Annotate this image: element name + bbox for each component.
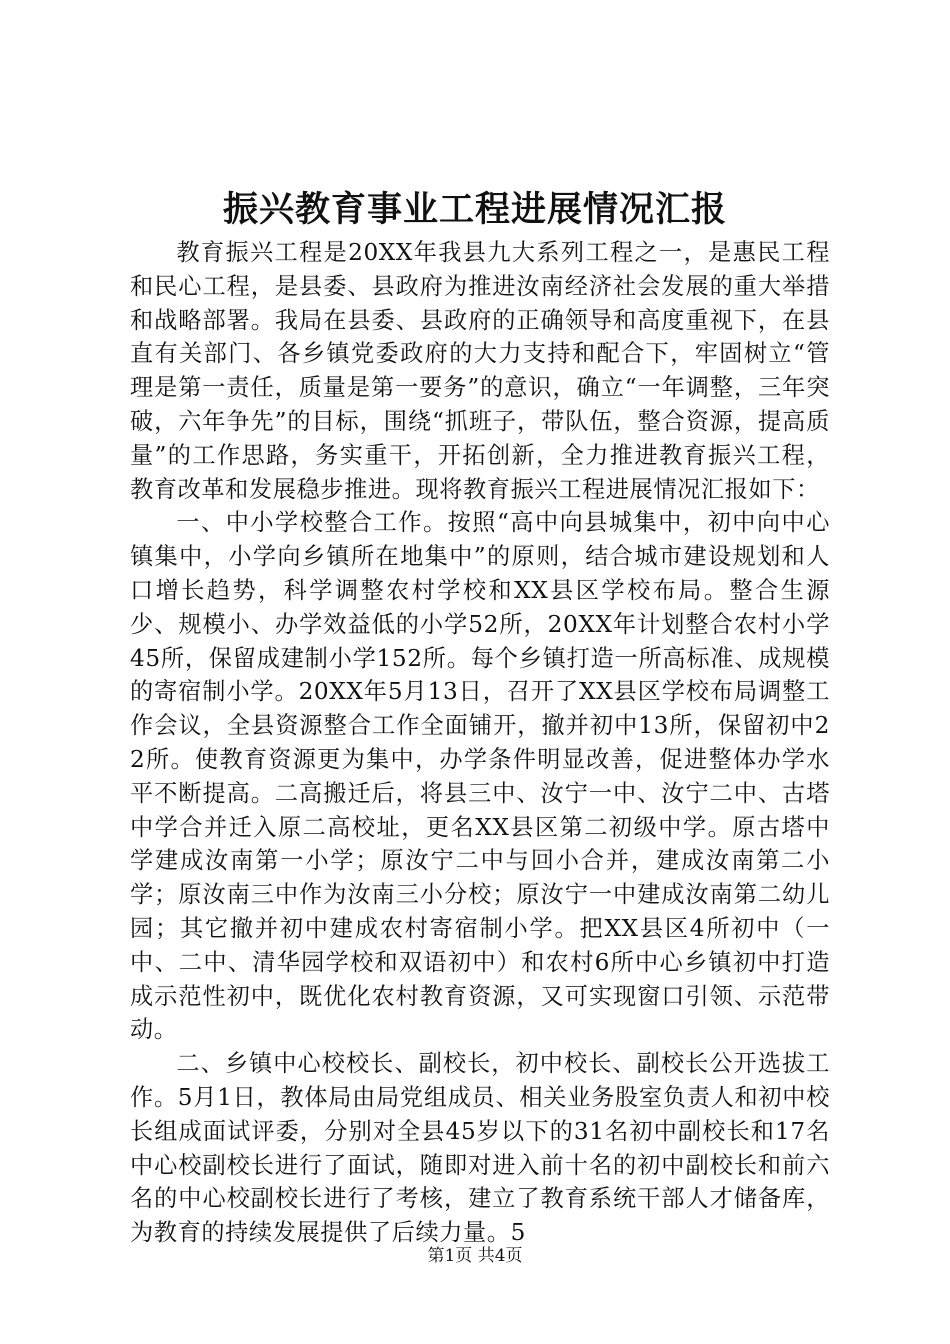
- document-body: [130, 236, 830, 1250]
- page-number-footer: 第1页 共4页: [427, 1246, 523, 1266]
- intro-paragraph: 教育振兴工程是20XX年我县九大系列工程之一，是惠民工程和民心工程，是县委、县政府为推进汝南经济社会发展的重大举措和战略部署。我局在县委、县政府的正确领导和高度重视下，在县直有关部门、各乡镇党委政府的大力支持和配合下，牢固树立“管理是第一责任，质量是第一要务”的意识，确立“一年调整，三年突破，六年争先”的目标，围绕“抓班子，带队伍，整合资源，提高质量”的工作思路，务实重干，开拓创新，全力推进教育振兴工程，教育改革和发展稳步推进。现将教育振兴工程进展情况汇报如下：: [130, 239, 830, 503]
- document-title: 振兴教育事业工程进展情况汇报: [222, 189, 727, 230]
- section-two-paragraph: 二、乡镇中心校校长、副校长，初中校长、副校长公开选拔工作。5月1日，教体局由局党组成员、相关业务股室负责人和初中校长组成面试评委，分别对全县45岁以下的31名初中副校长和17名中心校副校长进行了面试，随即对进入前十名的初中副校长和前六名的中心校副校长进行了考核，建立了教育系统干部人才储备库，为教育的持续发展提供了后续力量。5: [130, 1050, 830, 1247]
- section-one-paragraph: 一、中小学校整合工作。按照“高中向县城集中，初中向中心镇集中，小学向乡镇所在地集中”的原则，结合城市建设规划和人口增长趋势，科学调整农村学校和XX县区学校布局。整合生源少、规模小、办学效益低的小学52所，20XX年计划整合农村小学45所，保留成建制小学152所。每个乡镇打造一所高标准、成规模的寄宿制小学。20XX年5月13日，召开了XX县区学校布局调整工作会议，全县资源整合工作全面铺开，撤并初中13所，保留初中22所。使教育资源更为集中，办学条件明显改善，促进整体办学水平不断提高。二高搬迁后，将县三中、汝宁一中、汝宁二中、古塔中学合并迁入原二高校址，更名XX县区第二初级中学。原古塔中学建成汝南第一小学；原汝宁二中与回小合并，建成汝南第二小学；原汝南三中作为汝南三小分校；原汝宁一中建成汝南第二幼儿园；其它撤并初中建成农村寄宿制小学。把XX县区4所初中（一中、二中、清华园学校和双语初中）和农村6所中心乡镇初中打造成示范性初中，既优化农村教育资源，又可实现窗口引领、示范带动。: [130, 509, 830, 1044]
